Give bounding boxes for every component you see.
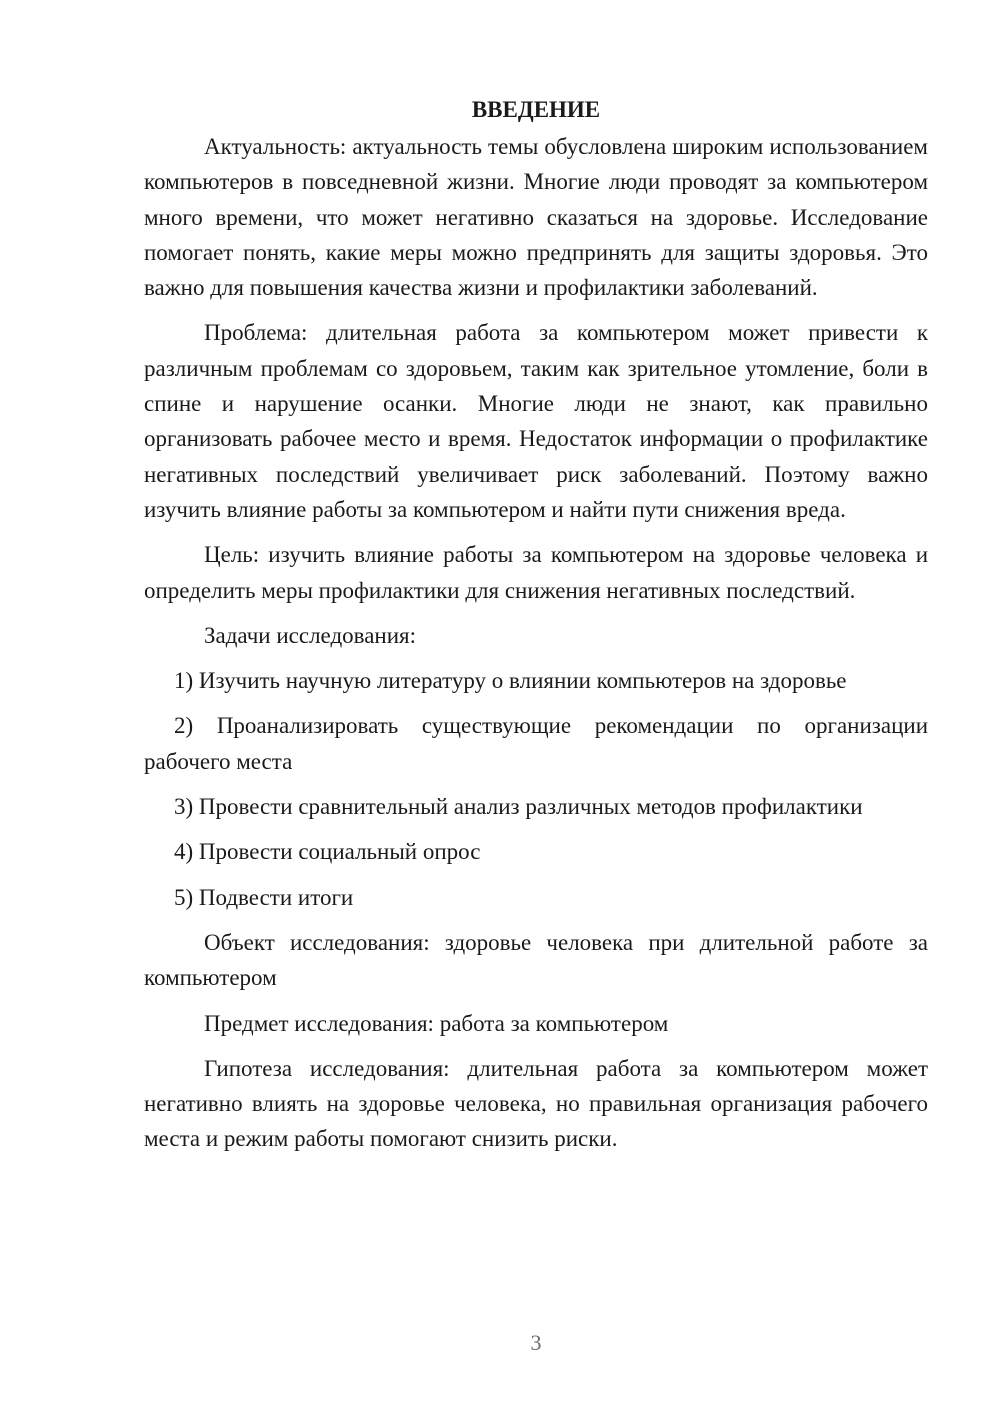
task-item-5: 5) Подвести итоги	[174, 884, 354, 910]
paragraph-subject: Предмет исследования: работа за компьютером	[204, 1010, 669, 1036]
document-page	[144, 92, 928, 1167]
task-item-2: 2) Проанализировать существующие рекомендации по организации рабочего места	[144, 713, 928, 774]
paragraph-hypothesis: Гипотеза исследования: длительная работа за компьютером может негативно влиять на здоровье человека, но правильная организация рабочего места и режим работы помогают снизить риски.	[144, 1055, 928, 1152]
paragraph-tasks-heading: Задачи исследования:	[204, 622, 417, 648]
page-title: ВВЕДЕНИЕ	[471, 97, 601, 122]
task-item-1: 1) Изучить научную литературу о влиянии компьютеров на здоровье	[174, 668, 847, 694]
paragraph-problem: Проблема: длительная работа за компьютером может привести к различным проблемам со здоровьем, таким как зрительное утомление, боли в спине и нарушение осанки. Многие люди не знают, как правильно организовать рабочее место и время. Недостаток информации о профилактике негативных последствий увеличивает риск заболеваний. Поэтому важно изучить влияние работы за компьютером и найти пути снижения вреда.	[144, 320, 928, 522]
page-number: 3	[530, 1330, 542, 1355]
paragraph-goal: Цель: изучить влияние работы за компьютером на здоровье человека и определить меры профилактики для снижения негативных последствий.	[144, 542, 928, 603]
task-item-3: 3) Провести сравнительный анализ различных методов профилактики	[174, 794, 863, 820]
paragraph-object: Объект исследования: здоровье человека при длительной работе за компьютером	[144, 929, 928, 991]
task-item-4: 4) Провести социальный опрос	[174, 839, 481, 865]
paragraph-relevance: Актуальность: актуальность темы обусловлена широким использованием компьютеров в повседневной жизни. Многие люди проводят за компьютером много времени, что может негативно сказаться на здоровье. Исследование помогает понять, какие меры можно предпринять для защиты здоровья. Это важно для повышения качества жизни и профилактики заболеваний.	[144, 134, 928, 301]
